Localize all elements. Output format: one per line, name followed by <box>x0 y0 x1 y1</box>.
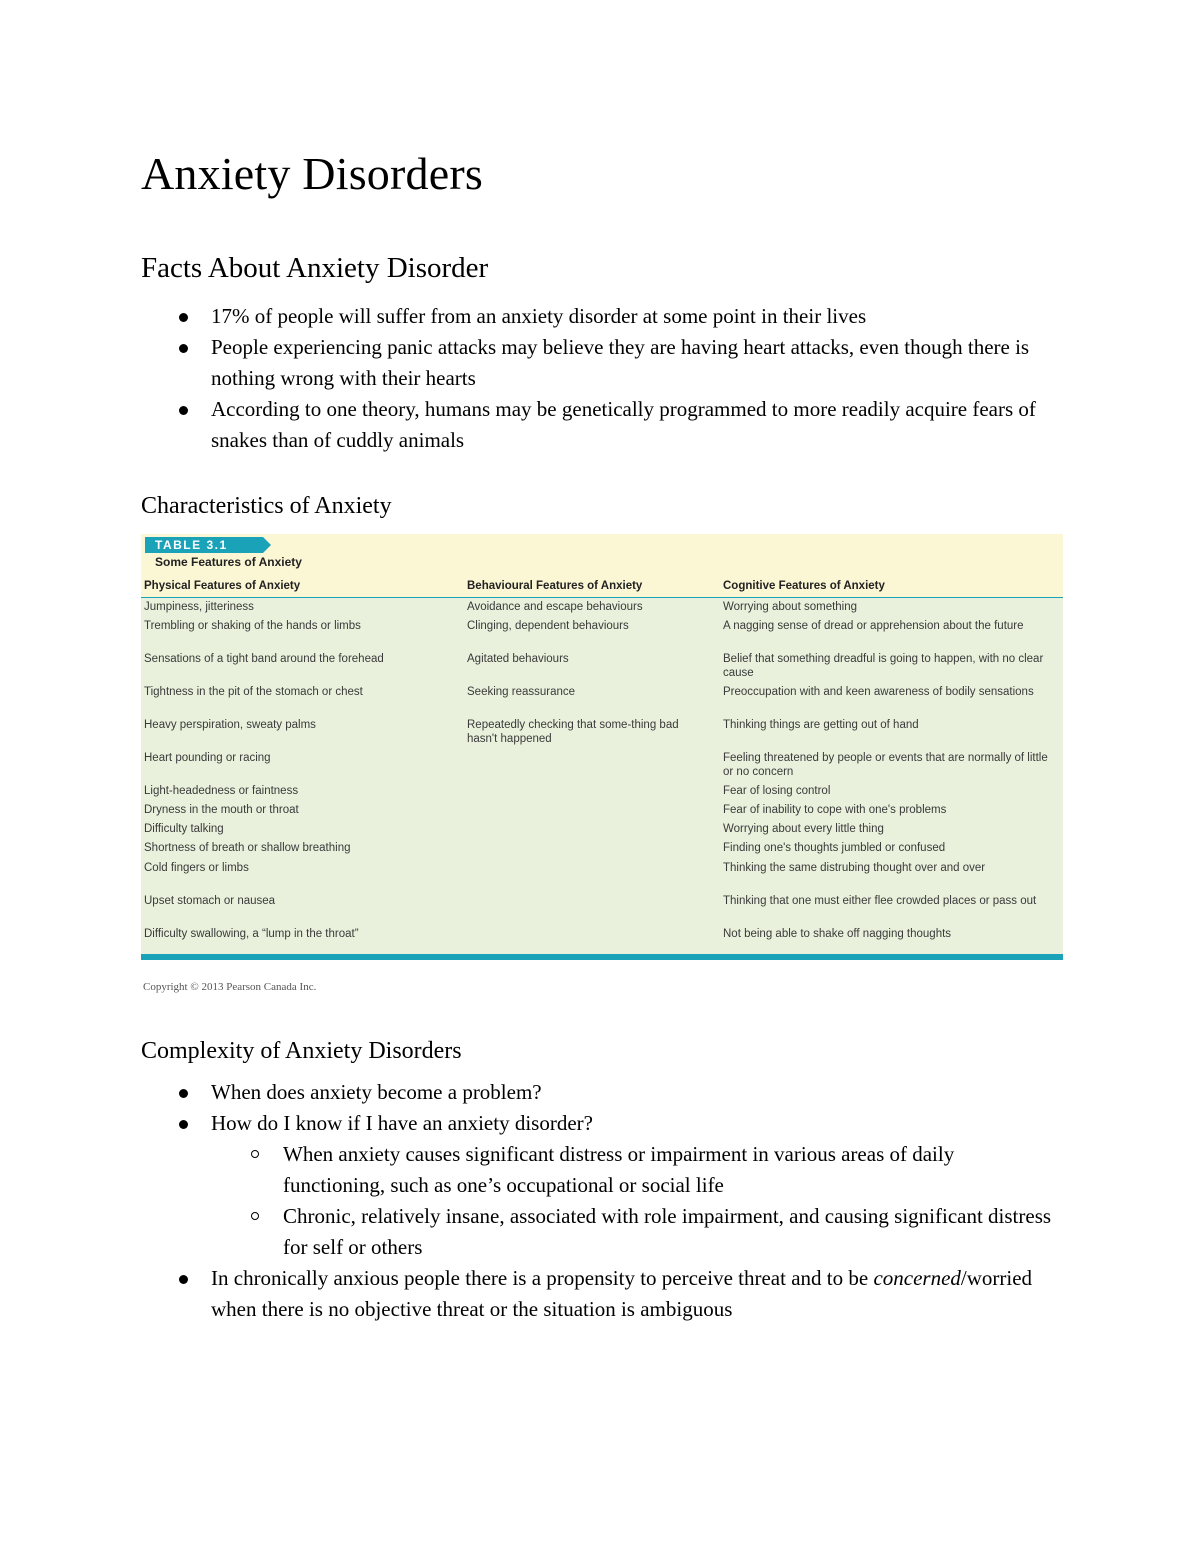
table-tag: TABLE 3.1 <box>145 537 263 553</box>
table-cell: Thinking that one must either flee crowded places or pass out <box>723 895 1037 907</box>
list-item: When does anxiety become a problem? <box>0 1077 1071 1108</box>
table-cell: Clinging, dependent behaviours <box>467 620 629 632</box>
table-cell: Heart pounding or racing <box>144 752 271 764</box>
facts-heading: Facts About Anxiety Disorder <box>141 252 489 284</box>
facts-list <box>0 301 1071 456</box>
table-cell: Trembling or shaking of the hands or limbs <box>144 620 361 632</box>
table-subtitle: Some Features of Anxiety <box>155 555 302 569</box>
table-cell: Fear of inability to cope with one's problems <box>723 804 947 816</box>
table-cell: Worrying about something <box>723 601 858 613</box>
table-cell: A nagging sense of dread or apprehension about the future <box>723 620 1024 632</box>
complexity-list <box>0 1077 1071 1325</box>
list-item: 17% of people will suffer from an anxiety disorder at some point in their lives <box>0 301 1071 332</box>
table-cell: Not being able to shake off nagging thoughts <box>723 928 952 940</box>
list-item: People experiencing panic attacks may believe they are having heart attacks, even though there is nothing wrong with their hearts <box>0 332 1071 394</box>
features-table <box>141 534 1063 960</box>
table-cell: Worrying about every little thing <box>723 823 884 835</box>
list-item: According to one theory, humans may be genetically programmed to more readily acquire fears of snakes than of cuddly animals <box>0 394 1071 456</box>
table-cell: Finding one's thoughts jumbled or confused <box>723 842 946 854</box>
table-cell: Thinking things are getting out of hand <box>723 719 919 731</box>
column-header-physical: Physical Features of Anxiety <box>144 580 301 592</box>
table-cell: Sensations of a tight band around the forehead <box>144 653 384 665</box>
table-copyright: Copyright © 2013 Pearson Canada Inc. <box>143 981 317 993</box>
list-item <box>0 1263 1071 1325</box>
column-header-behavioural: Behavioural Features of Anxiety <box>467 580 643 592</box>
characteristics-heading: Characteristics of Anxiety <box>141 493 392 519</box>
table-cell: Difficulty talking <box>144 823 224 835</box>
table-cell: Tightness in the pit of the stomach or chest <box>144 686 363 698</box>
column-header-cognitive: Cognitive Features of Anxiety <box>723 580 885 592</box>
complexity-heading: Complexity of Anxiety Disorders <box>141 1038 462 1064</box>
table-cell: Shortness of breath or shallow breathing <box>144 842 351 854</box>
table-cell: Feeling threatened by people or events that are normally of little or no concern <box>723 752 1048 778</box>
table-cell: Light-headedness or faintness <box>144 785 299 797</box>
table-cell: Agitated behaviours <box>467 653 569 665</box>
page-title: Anxiety Disorders <box>141 148 483 199</box>
sub-list-item: Chronic, relatively insane, associated with role impairment, and causing significant distress for self or others <box>211 1201 1053 1263</box>
table-cell: Thinking the same distrubing thought over and over <box>723 862 986 874</box>
table-cell: Seeking reassurance <box>467 686 576 698</box>
table-cell: Upset stomach or nausea <box>144 895 276 907</box>
table-cell: Repeatedly checking that some-thing bad hasn't happened <box>467 719 679 745</box>
list-item <box>0 1108 1071 1263</box>
table-cell: Jumpiness, jitteriness <box>144 601 254 613</box>
sub-list-item: When anxiety causes significant distress or impairment in various areas of daily functioning, such as one’s occupational or social life <box>211 1139 1053 1201</box>
table-cell: Belief that something dreadful is going to happen, with no clear cause <box>723 653 1044 679</box>
table-cell: Fear of losing control <box>723 785 831 797</box>
sub-list <box>211 1139 1071 1263</box>
table-bottom-rule <box>141 954 1063 960</box>
table-cell: Difficulty swallowing, a “lump in the throat” <box>144 928 359 940</box>
text-segment: /worried when there is no objective threat or the situation is ambiguous <box>211 1266 1033 1321</box>
table-cell: Dryness in the mouth or throat <box>144 804 299 816</box>
emphasis-text: concerned <box>873 1266 961 1290</box>
table-cell: Avoidance and escape behaviours <box>467 601 643 613</box>
table-cell: Cold fingers or limbs <box>144 862 249 874</box>
list-item-text: How do I know if I have an anxiety disorder? <box>211 1111 593 1135</box>
table-cell: Preoccupation with and keen awareness of bodily sensations <box>723 686 1034 698</box>
text-segment: In chronically anxious people there is a propensity to perceive threat and to be <box>211 1266 869 1290</box>
table-header-rule <box>141 597 1063 598</box>
table-cell: Heavy perspiration, sweaty palms <box>144 719 316 731</box>
